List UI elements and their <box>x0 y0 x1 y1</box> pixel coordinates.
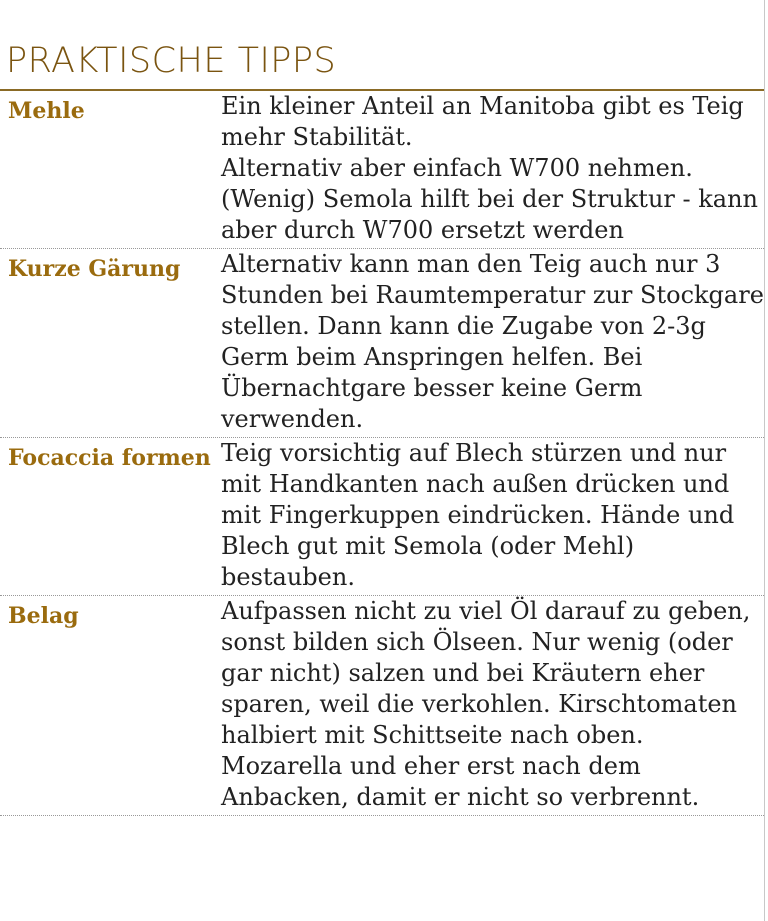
tip-row-kurze-gaerung <box>0 249 764 438</box>
tip-row-focaccia-formen <box>0 438 764 596</box>
tips-table <box>0 91 764 816</box>
page-title: PRAKTISCHE TIPPS <box>6 41 337 81</box>
tip-label: Mehle <box>8 98 85 124</box>
tip-paragraph: (Wenig) Semola hilft bei der Struktur - kann aber durch W700 ersetzt werden <box>221 185 758 244</box>
tip-label: Kurze Gärung <box>8 256 181 282</box>
tip-text <box>221 249 764 437</box>
tip-paragraph: Aufpassen nicht zu viel Öl darauf zu geben, sonst bilden sich Ölseen. Nur wenig (oder gar nicht) salzen und bei Kräutern eher sparen, weil die verkohlen. Kirschtomaten halbiert mit Schittseite nach oben. Mozarella und eher erst nach dem Anbacken, damit er nicht so verbrennt. <box>221 597 751 811</box>
tip-text <box>221 438 764 595</box>
tip-paragraph: Alternativ kann man den Teig auch nur 3 Stunden bei Raumtemperatur zur Stockgare stellen. Dann kann die Zugabe von 2-3g Germ beim Anspringen helfen. Bei Übernachtgare besser keine Germ verwenden. <box>221 250 764 433</box>
tip-row-mehle <box>0 91 764 249</box>
tip-row-belag <box>0 596 764 816</box>
tip-paragraph: Teig vorsichtig auf Blech stürzen und nur mit Handkanten nach außen drücken und mit Fingerkuppen eindrücken. Hände und Blech gut mit Semola (oder Mehl) bestauben. <box>221 439 735 591</box>
tip-paragraph: Ein kleiner Anteil an Manitoba gibt es Teig mehr Stabilität. <box>221 92 744 151</box>
page-edge <box>764 0 765 921</box>
tip-text <box>221 596 764 815</box>
tip-label: Belag <box>8 603 79 629</box>
tip-label: Focaccia formen <box>8 445 211 471</box>
tip-paragraph: Alternativ aber einfach W700 nehmen. <box>221 154 693 182</box>
tip-text <box>221 91 764 248</box>
